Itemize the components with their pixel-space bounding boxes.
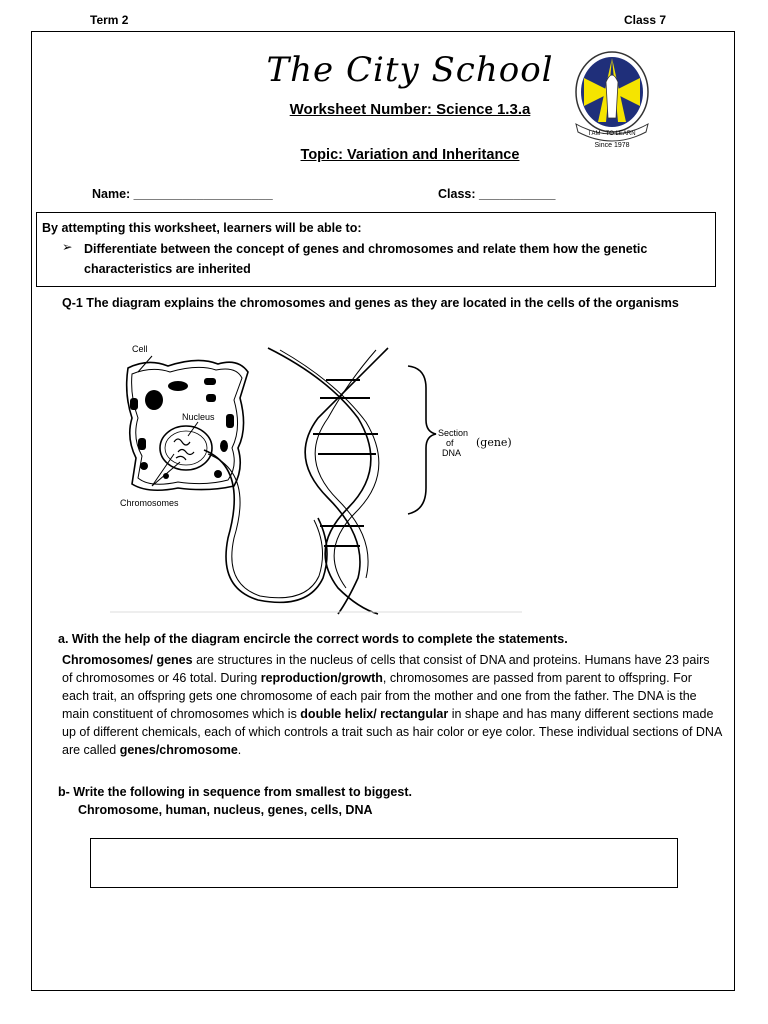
logo-since: Since 1978 xyxy=(594,142,630,149)
choice-chromosomes-genes[interactable]: Chromosomes/ genes xyxy=(62,653,193,667)
class-header-label: Class 7 xyxy=(624,13,667,27)
class-field[interactable]: Class: ___________ xyxy=(438,187,556,201)
text-segment: , chromosomes are passed from parent to offspring. For each trait, an offspring gets one chromosome of each pair from the mother and one from the father. The DNA is the main constituent of chromosomes which is xyxy=(62,671,697,721)
choice-helix-rectangular[interactable]: double helix/ rectangular xyxy=(300,707,449,721)
part-a-prompt: a. With the help of the diagram encircle the correct words to complete the statements. xyxy=(58,632,568,646)
nucleus-label: Nucleus xyxy=(182,412,215,422)
choice-reproduction-growth[interactable]: reproduction/growth xyxy=(260,671,383,685)
part-b-prompt: b- Write the following in sequence from smallest to biggest. xyxy=(58,785,412,799)
text-segment: . xyxy=(237,743,242,757)
objectives-intro: By attempting this worksheet, learners will be able to: xyxy=(42,221,362,235)
worksheet-number: Worksheet Number: Science 1.3.a xyxy=(289,101,531,118)
part-b-list: Chromosome, human, nucleus, genes, cells, DNA xyxy=(78,803,373,817)
name-field[interactable]: Name: ____________________ xyxy=(92,187,273,201)
part-a-paragraph xyxy=(62,651,722,759)
gene-label: (gene) xyxy=(476,436,512,449)
question-1: Q-1 The diagram explains the chromosomes and genes as they are located in the cells of the organisms xyxy=(62,296,679,310)
dna-label: DNA xyxy=(442,448,462,458)
logo-motto: I AM - TO LEARN xyxy=(588,131,636,137)
topic-title: Topic: Variation and Inheritance xyxy=(300,147,520,163)
choice-genes-chromosome[interactable]: genes/chromosome xyxy=(119,743,238,757)
answer-box[interactable] xyxy=(90,838,678,888)
arrow-bullet-icon: ➢ xyxy=(62,240,73,254)
section-label: Section xyxy=(438,428,469,438)
term-label: Term 2 xyxy=(90,13,129,27)
chromosomes-label: Chromosomes xyxy=(120,498,179,508)
of-label: of xyxy=(446,438,454,448)
objective-item: Differentiate between the concept of genes and chromosomes and relate them how the genetic characteristics are inherited xyxy=(84,242,648,276)
text-segment: are structures in the nucleus of cells that consist of DNA and proteins. Humans have 23 pairs of chromosomes or 46 total. During xyxy=(62,653,710,685)
school-logo xyxy=(566,48,658,152)
cell-dna-diagram xyxy=(108,338,528,616)
cell-label: Cell xyxy=(132,344,148,354)
text-segment: in shape and has many different sections made up of different chemicals, each of which controls a trait such as hair color or eye color. These individual sections of DNA are called xyxy=(62,707,722,757)
school-name: The City School xyxy=(266,50,554,90)
